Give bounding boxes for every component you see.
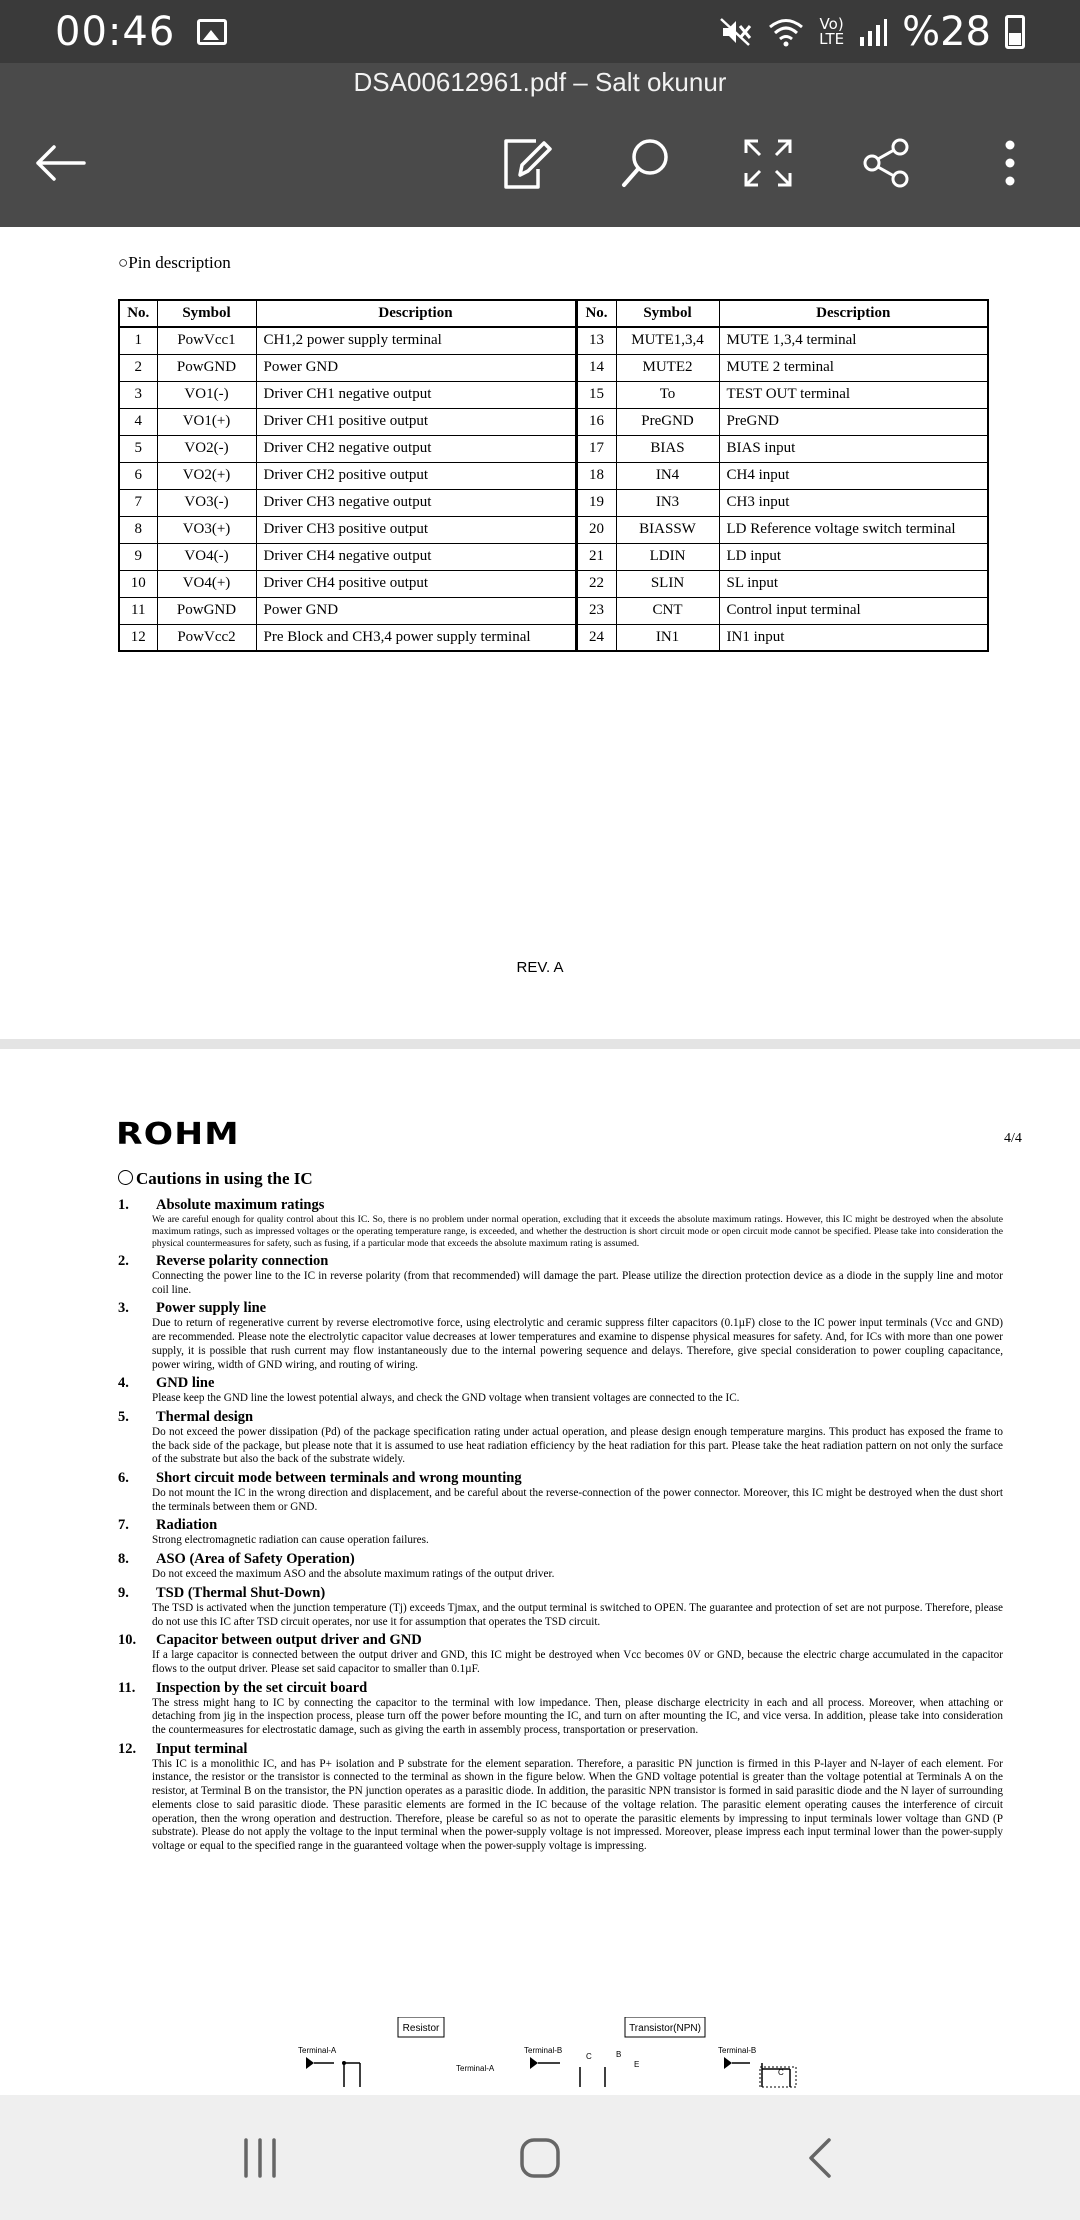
terminal-b-label-2: Terminal-B — [718, 2046, 757, 2055]
emitter-label: E — [634, 2060, 640, 2069]
caution-number: 10. — [118, 1632, 137, 1649]
terminal-a-label-2: Terminal-A — [456, 2064, 495, 2073]
search-icon — [618, 135, 674, 191]
table-row — [119, 354, 988, 381]
pin-no-cell: 9 — [119, 543, 157, 570]
pin-description-cell: IN1 input — [719, 624, 988, 651]
more-options-button[interactable] — [978, 131, 1042, 195]
caution-title-text: Power supply line — [156, 1300, 267, 1317]
caution-title — [118, 1741, 1003, 1758]
pin-no-cell: 22 — [576, 570, 616, 597]
terminal-a-label: Terminal-A — [298, 2046, 337, 2055]
caution-item — [118, 1632, 1003, 1676]
back-icon — [805, 2136, 835, 2180]
caution-body: We are careful enough for quality control about this IC. So, there is no problem under normal operation, excluding that it exceeds the absolute maximum ratings. However, this IC might be destroyed when the absolute maximum ratings, such as impressed voltages or the operating temperature range, is exceeded, and whether the destruction is short circuit mode or open circuit mode cannot be specified. Please take into consideration the physical countermeasures for safety, such as fusing, if a particular mode that exceeds the absolute maximum rating is assumed. — [152, 1214, 1003, 1249]
resistor-label: Resistor — [402, 2023, 440, 2034]
edit-icon — [500, 135, 552, 191]
pin-description-cell: CH1,2 power supply terminal — [256, 327, 576, 354]
share-button[interactable] — [854, 131, 918, 195]
pin-no-cell: 7 — [119, 489, 157, 516]
collector-label-2: C — [778, 2068, 784, 2077]
caution-title-text: Short circuit mode between terminals and wrong mounting — [156, 1470, 522, 1487]
caution-title-text: TSD (Thermal Shut-Down) — [156, 1584, 326, 1601]
caution-title — [118, 1680, 1003, 1697]
caution-title — [118, 1632, 1003, 1649]
pin-symbol-cell: PowVcc1 — [157, 327, 256, 354]
pin-no-cell: 17 — [576, 435, 616, 462]
pin-no-cell: 19 — [576, 489, 616, 516]
caution-title-text: GND line — [156, 1375, 215, 1392]
pin-symbol-cell: IN4 — [616, 462, 719, 489]
pin-description-cell: Driver CH4 negative output — [256, 543, 576, 570]
pin-description-cell: BIAS input — [719, 435, 988, 462]
header-no: No. — [119, 300, 157, 327]
recent-apps-button[interactable] — [215, 2113, 305, 2203]
pin-no-cell: 1 — [119, 327, 157, 354]
pin-no-cell: 5 — [119, 435, 157, 462]
caution-number: 3. — [118, 1300, 129, 1317]
pin-no-cell: 10 — [119, 570, 157, 597]
revision-label: REV. A — [516, 959, 564, 976]
recent-apps-icon — [240, 2138, 280, 2178]
table-row — [119, 462, 988, 489]
pin-symbol-cell: PowVcc2 — [157, 624, 256, 651]
caution-title-text: Absolute maximum ratings — [156, 1197, 325, 1213]
pin-no-cell: 21 — [576, 543, 616, 570]
pin-symbol-cell: MUTE2 — [616, 354, 719, 381]
caution-body: Do not exceed the power dissipation (Pd) of the package specification rating under actual operation, and please design enough temperature margins. This product has exposed the frame to the back side of the package, but please note that it is assumed to use heat radiation efficiency by the heat radiation for this part. Please take the heat radiation pattern on not only the surface of the substrate but also the back of the substrate widely. — [152, 1425, 1003, 1466]
caution-body: Do not exceed the maximum ASO and the absolute maximum ratings of the output driver. — [152, 1568, 555, 1581]
caution-number: 5. — [118, 1408, 129, 1425]
caution-title — [118, 1470, 1003, 1487]
caution-number: 12. — [118, 1740, 137, 1757]
caution-body: Due to return of regenerative current by reverse electromotive force, using electrolytic and ceramic suppress filter capacitors (0.1µF) close to the IC power input terminals (Vcc and GND) are recommended. Please note the electrolytic capacitor value decreases at lower temperatures and examine to dispense physical measures for safety. And, for ICs with more than one power supply, it is possible that rush current may flow instantaneously due to the internal powering sequence and delays. Therefore, give special consideration to power coupling capacitance, power wiring, width of GND wiring, and routing of wiring. — [152, 1317, 1003, 1371]
home-button[interactable] — [495, 2113, 585, 2203]
pin-no-cell: 3 — [119, 381, 157, 408]
pdf-page-4 — [0, 1049, 1080, 2095]
caution-number: 9. — [118, 1584, 129, 1601]
caution-title — [118, 1253, 1003, 1270]
caution-number: 8. — [118, 1551, 129, 1568]
caution-body: Connecting the power line to the IC in reverse polarity (from that recommended) will damage the part. Please utilize the direction protection device as a diode in the supply line and motor coil line. — [152, 1270, 1003, 1296]
collector-label: C — [586, 2052, 592, 2061]
pin-symbol-cell: PowGND — [157, 354, 256, 381]
status-bar — [0, 0, 1080, 63]
pin-no-cell: 18 — [576, 462, 616, 489]
terminal-b-label: Terminal-B — [524, 2046, 563, 2055]
app-bar — [0, 63, 1080, 227]
caution-title-text: Thermal design — [156, 1408, 254, 1425]
caution-body: The stress might hang to IC by connecting the capacitor to the terminal with low impedance. Then, please discharge electricity in each and all process. Moreover, when attaching or detaching from jig in the inspection process, please turn off the power before mounting the IC, and turn on after mounting the IC, and vice versa. In addition, please take into consideration the countermeasures for electrostatic damage, such as giving the earth in assembly process, transportation or preservation. — [152, 1696, 1003, 1737]
pin-symbol-cell: VO3(-) — [157, 489, 256, 516]
pin-no-cell: 15 — [576, 381, 616, 408]
pin-description-cell: CH4 input — [719, 462, 988, 489]
table-row — [119, 408, 988, 435]
pin-no-cell: 14 — [576, 354, 616, 381]
caution-item — [118, 1470, 1003, 1514]
pin-no-cell: 24 — [576, 624, 616, 651]
caution-body: Do not mount the IC in the wrong direction and displacement, and be careful about the reverse-connection of the power connector. Moreover, this IC might be destroyed when the dust short the terminals between them or GND. — [152, 1487, 1003, 1513]
caution-item — [118, 1680, 1003, 1738]
circle-bullet-icon — [118, 1170, 133, 1185]
pin-symbol-cell: VO2(+) — [157, 462, 256, 489]
pin-no-cell: 6 — [119, 462, 157, 489]
caution-item — [118, 1409, 1003, 1467]
pin-description-cell: Control input terminal — [719, 597, 988, 624]
pin-no-cell: 2 — [119, 354, 157, 381]
back-button[interactable] — [775, 2113, 865, 2203]
parasitic-element-diagram — [290, 2017, 1040, 2095]
transistor-label: Transistor(NPN) — [629, 2023, 701, 2034]
pdf-page-3 — [0, 227, 1080, 1039]
table-row — [119, 624, 988, 651]
pin-description-table — [118, 299, 989, 652]
caution-item — [118, 1375, 1003, 1406]
pin-symbol-cell: IN1 — [616, 624, 719, 651]
table-row — [119, 570, 988, 597]
volte-text: Vo) — [819, 14, 844, 33]
pin-symbol-cell: IN3 — [616, 489, 719, 516]
pin-no-cell: 23 — [576, 597, 616, 624]
search-button[interactable] — [614, 131, 678, 195]
pin-symbol-cell: VO4(-) — [157, 543, 256, 570]
pin-no-cell: 12 — [119, 624, 157, 651]
pin-description-cell: LD Reference voltage switch terminal — [719, 516, 988, 543]
caution-item — [118, 1517, 1003, 1548]
signal-icon — [858, 17, 888, 47]
pin-symbol-cell: PowGND — [157, 597, 256, 624]
pin-no-cell: 16 — [576, 408, 616, 435]
battery-percent: %28 — [902, 8, 991, 55]
caution-item — [118, 1197, 1003, 1250]
pin-description-cell: Driver CH3 negative output — [256, 489, 576, 516]
table-row — [119, 516, 988, 543]
caution-title-text: Reverse polarity connection — [156, 1253, 329, 1269]
fullscreen-icon — [742, 137, 794, 189]
pin-no-cell: 11 — [119, 597, 157, 624]
pin-description-cell: Driver CH1 positive output — [256, 408, 576, 435]
pin-description-cell: Power GND — [256, 597, 576, 624]
pin-symbol-cell: VO1(-) — [157, 381, 256, 408]
page-number: 4/4 — [1004, 1131, 1022, 1146]
pin-description-cell: Power GND — [256, 354, 576, 381]
pin-description-cell: Driver CH2 negative output — [256, 435, 576, 462]
caution-title — [118, 1409, 1003, 1426]
document-viewer[interactable] — [0, 227, 1080, 2095]
pin-symbol-cell: LDIN — [616, 543, 719, 570]
fullscreen-button[interactable] — [736, 131, 800, 195]
share-icon — [860, 137, 912, 189]
caution-number: 4. — [118, 1375, 129, 1392]
header-description: Description — [256, 300, 576, 327]
pin-description-cell: Driver CH4 positive output — [256, 570, 576, 597]
pin-symbol-cell: PreGND — [616, 408, 719, 435]
pin-symbol-cell: SLIN — [616, 570, 719, 597]
status-icons — [719, 9, 1025, 55]
pin-symbol-cell: MUTE1,3,4 — [616, 327, 719, 354]
caution-title-text: Capacitor between output driver and GND — [156, 1632, 422, 1649]
header-no: No. — [576, 300, 616, 327]
table-row — [119, 327, 988, 354]
base-label: B — [616, 2050, 622, 2059]
caution-body: If a large capacitor is connected between the output driver and GND, this IC might be destroyed when Vcc becomes 0V or GND, because the electric charge accumulated in the capacitor flows to the output driver. Please set said capacitor to smaller than 0.1µF. — [152, 1649, 1003, 1675]
caution-number: 6. — [118, 1470, 129, 1487]
status-time: 00:46 — [55, 8, 176, 55]
pin-symbol-cell: VO1(+) — [157, 408, 256, 435]
pin-description-cell: Driver CH1 negative output — [256, 381, 576, 408]
pin-symbol-cell: VO2(-) — [157, 435, 256, 462]
caution-number: 7. — [118, 1517, 129, 1534]
pin-no-cell: 8 — [119, 516, 157, 543]
caution-body: The TSD is activated when the junction temperature (Tj) exceeds Tjmax, and the output terminal is switched to OPEN. The guarantee and protection of set are not purpose. Therefore, please do not use this IC after TSD circuit operates, nor use it for assumption that operates the TSD circuit. — [152, 1601, 1003, 1628]
wifi-icon — [767, 17, 805, 47]
header-symbol: Symbol — [616, 300, 719, 327]
pin-description-cell: SL input — [719, 570, 988, 597]
caution-body: This IC is a monolithic IC, and has P+ isolation and P substrate for the element separation. Therefore, a parasitic PN junction is firmed in this P-layer and N-layer of each element. For instance, the resistor or the transistor is connected to the terminal as shown in the figure below. When the GND voltage potential is greater than the voltage potential at Terminals A on the resistor, at Terminal B on the transistor, the PN junction operates as a parasitic diode. In addition, the parasitic NPN transistor is formed in said parasitic diode and the N layer of surrounding elements close to said parasitic diode. These parasitic elements are formed in the IC because of the voltage relation. The parasitic element operating causes the interference of circuit operation, then the wrong operation and destruction. Therefore, please be careful so as not to operate the parasitic elements by impressing to input terminals lower voltage than GND (P substrate). Please do not apply the voltage to the input terminal when the power-supply voltage is not impressed. Moreover, please impress each input terminal lower than the power-supply voltage or equal to the specified range in the guaranteed voltage when the power-supply voltage is impressing. — [152, 1757, 1003, 1852]
pin-description-cell: TEST OUT terminal — [719, 381, 988, 408]
caution-body: Please keep the GND line the lowest potential always, and check the GND voltage when transient voltages are connected to the IC. — [152, 1392, 740, 1405]
caution-number: 2. — [118, 1253, 129, 1269]
pin-symbol-cell: BIAS — [616, 435, 719, 462]
table-row — [119, 597, 988, 624]
system-nav-bar — [0, 2095, 1080, 2220]
mute-icon — [719, 17, 753, 47]
cautions-heading — [118, 1169, 313, 1189]
pin-symbol-cell: VO3(+) — [157, 516, 256, 543]
caution-title — [118, 1517, 1003, 1534]
header-description: Description — [719, 300, 988, 327]
caution-title — [118, 1551, 1003, 1568]
document-title: DSA00612961.pdf – Salt okunur — [353, 67, 727, 97]
caution-title-text: Inspection by the set circuit board — [156, 1679, 368, 1696]
edit-button[interactable] — [494, 131, 558, 195]
image-icon — [197, 19, 227, 45]
lte-indicator — [819, 14, 845, 48]
pin-symbol-cell: VO4(+) — [157, 570, 256, 597]
caution-title-text: ASO (Area of Safety Operation) — [156, 1551, 355, 1568]
pin-description-cell: Driver CH2 positive output — [256, 462, 576, 489]
caution-body: Strong electromagnetic radiation can cause operation failures. — [152, 1534, 429, 1547]
pin-no-cell: 20 — [576, 516, 616, 543]
caution-title — [118, 1375, 1003, 1392]
caution-title-text: Radiation — [156, 1517, 218, 1534]
caution-item — [118, 1300, 1003, 1372]
table-row — [119, 435, 988, 462]
pin-symbol-cell: CNT — [616, 597, 719, 624]
table-row — [119, 543, 988, 570]
pin-description-cell: MUTE 2 terminal — [719, 354, 988, 381]
pin-description-cell: CH3 input — [719, 489, 988, 516]
caution-item — [118, 1253, 1003, 1297]
cautions-list — [118, 1197, 1003, 1857]
table-row — [119, 381, 988, 408]
lte-text: LTE — [819, 29, 845, 48]
back-arrow-icon — [32, 143, 88, 183]
more-icon — [1000, 137, 1020, 189]
pin-description-cell: LD input — [719, 543, 988, 570]
pin-no-cell: 4 — [119, 408, 157, 435]
pin-no-cell: 13 — [576, 327, 616, 354]
table-row — [119, 489, 988, 516]
caution-title-text: Input terminal — [156, 1740, 248, 1757]
battery-icon — [1005, 15, 1025, 49]
caution-item — [118, 1585, 1003, 1629]
pin-description-cell: MUTE 1,3,4 terminal — [719, 327, 988, 354]
caution-title — [118, 1300, 1003, 1317]
back-arrow-button[interactable] — [28, 131, 92, 195]
caution-title — [118, 1585, 1003, 1602]
pin-symbol-cell: BIASSW — [616, 516, 719, 543]
caution-item — [118, 1551, 1003, 1582]
caution-number: 11. — [118, 1679, 136, 1696]
table-header-row — [119, 300, 988, 327]
caution-title — [118, 1197, 1003, 1214]
home-icon — [518, 2136, 562, 2180]
cautions-heading-text: Cautions in using the IC — [136, 1169, 313, 1188]
rohm-logo: ROHM — [116, 1117, 240, 1152]
header-symbol: Symbol — [157, 300, 256, 327]
pin-description-heading: ○Pin description — [118, 253, 231, 272]
caution-item — [118, 1741, 1003, 1854]
pin-symbol-cell: To — [616, 381, 719, 408]
pin-description-cell: PreGND — [719, 408, 988, 435]
pin-description-cell: Driver CH3 positive output — [256, 516, 576, 543]
pin-description-cell: Pre Block and CH3,4 power supply terminal — [256, 624, 576, 651]
caution-number: 1. — [118, 1197, 129, 1213]
